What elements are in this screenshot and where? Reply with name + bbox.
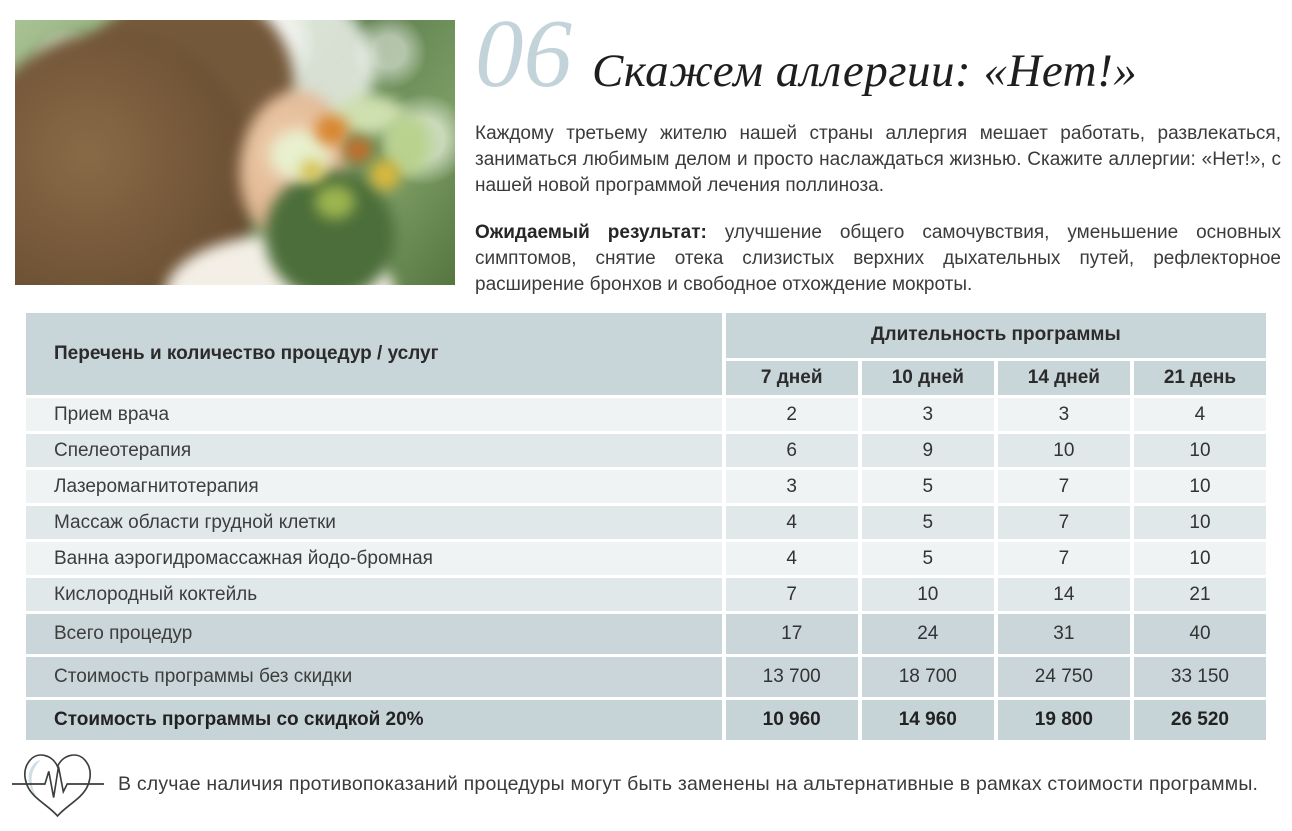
section-number: 06: [475, 0, 572, 107]
service-name: Ванна аэрогидромассажная йодо-бромная: [26, 542, 722, 575]
service-value: 33 150: [1134, 657, 1266, 697]
service-value: 10: [998, 434, 1130, 467]
service-value: 10: [1134, 542, 1266, 575]
expected-result-paragraph: [475, 220, 1281, 298]
service-value: 24: [862, 614, 994, 654]
table-row: [26, 542, 1266, 575]
service-value: 4: [726, 542, 858, 575]
duration-header: 10 дней: [862, 361, 994, 395]
service-value: 7: [998, 542, 1130, 575]
service-name: Массаж области грудной клетки: [26, 506, 722, 539]
service-value: 17: [726, 614, 858, 654]
service-value: 4: [726, 506, 858, 539]
service-value: 5: [862, 506, 994, 539]
service-value: 5: [862, 470, 994, 503]
service-name: Стоимость программы без скидки: [26, 657, 722, 697]
title-line: [475, 0, 1281, 107]
service-name: Стоимость программы со скидкой 20%: [26, 700, 722, 740]
table-header-row: [26, 313, 1266, 358]
service-value: 7: [726, 578, 858, 611]
table-row: [26, 578, 1266, 611]
table-row: [26, 614, 1266, 654]
service-name: Лазеромагнитотерапия: [26, 470, 722, 503]
photo-flower: [370, 160, 400, 190]
service-value: 10: [862, 578, 994, 611]
duration-header: 21 день: [1134, 361, 1266, 395]
service-value: 3: [726, 470, 858, 503]
service-value: 10: [1134, 470, 1266, 503]
page-title: Скажем аллергии: «Нет!»: [592, 45, 1138, 97]
expected-result-label: Ожидаемый результат:: [475, 222, 707, 243]
service-value: 6: [726, 434, 858, 467]
service-value: 31: [998, 614, 1130, 654]
service-value: 7: [998, 506, 1130, 539]
table-row: [26, 700, 1266, 740]
table-row: [26, 470, 1266, 503]
service-value: 21: [1134, 578, 1266, 611]
table-row: [26, 434, 1266, 467]
expected-result-text: улучшение общего самочувствия, уменьшение основных симптомов, снятие отека слизистых верхних дыхательных путей, рефлекторное расширение бронхов и свободное отхождение мокроты.: [475, 222, 1281, 295]
service-name: Кислородный коктейль: [26, 578, 722, 611]
table-row: [26, 506, 1266, 539]
service-value: 19 800: [998, 700, 1130, 740]
service-value: 3: [862, 398, 994, 431]
table-row: [26, 657, 1266, 697]
service-value: 10: [1134, 506, 1266, 539]
column-group-duration: Длительность программы: [726, 313, 1266, 358]
service-value: 3: [998, 398, 1130, 431]
photo-bouquet-foliage: [315, 185, 355, 219]
program-pricing-table: [22, 310, 1270, 743]
photo-woman-smelling-flowers: [15, 20, 455, 285]
service-value: 10: [1134, 434, 1266, 467]
service-name: Прием врача: [26, 398, 722, 431]
service-value: 9: [862, 434, 994, 467]
duration-header: 7 дней: [726, 361, 858, 395]
duration-header: 14 дней: [998, 361, 1130, 395]
photo-flower: [345, 138, 371, 162]
footnote: [12, 748, 1282, 820]
service-value: 18 700: [862, 657, 994, 697]
service-name: Спелеотерапия: [26, 434, 722, 467]
heart-ecg-icon: [12, 748, 104, 820]
service-value: 5: [862, 542, 994, 575]
service-value: 40: [1134, 614, 1266, 654]
footnote-text: В случае наличия противопоказаний процедуры могут быть заменены на альтернативные в рамках стоимости программы.: [118, 772, 1259, 795]
service-value: 26 520: [1134, 700, 1266, 740]
photo-flower: [315, 115, 349, 145]
column-header-services: Перечень и количество процедур / услуг: [26, 313, 722, 395]
service-value: 4: [1134, 398, 1266, 431]
service-value: 14: [998, 578, 1130, 611]
service-value: 24 750: [998, 657, 1130, 697]
service-value: 7: [998, 470, 1130, 503]
table-row: [26, 398, 1266, 431]
service-value: 2: [726, 398, 858, 431]
service-value: 13 700: [726, 657, 858, 697]
service-value: 10 960: [726, 700, 858, 740]
service-value: 14 960: [862, 700, 994, 740]
header-block: [475, 0, 1281, 298]
intro-paragraph: Каждому третьему жителю нашей страны аллергия мешает работать, развлекаться, заниматься любимым делом и просто наслаждаться жизнью. Скажите аллергии: «Нет!», с нашей новой программой лечения поллиноза.: [475, 123, 1281, 196]
service-name: Всего процедур: [26, 614, 722, 654]
photo-flower: [300, 160, 324, 182]
